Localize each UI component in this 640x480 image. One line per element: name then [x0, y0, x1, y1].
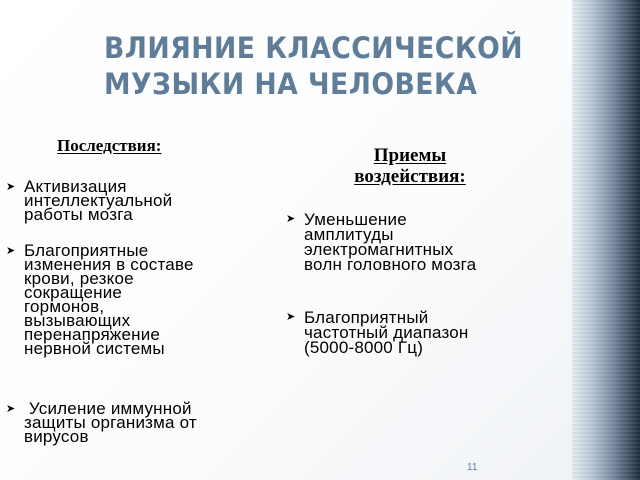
list-item-line: Активизация — [24, 177, 127, 196]
list-item-line: вызывающих — [24, 311, 131, 330]
left-bullet-list — [4, 177, 276, 446]
list-item-line: вирусов — [24, 427, 89, 446]
list-item-line: сокращение — [24, 283, 123, 302]
list-item — [4, 177, 276, 224]
list-item-line: Благоприятный — [304, 308, 429, 327]
list-item-line: крови, резкое — [24, 269, 134, 288]
right-bullet-list — [284, 212, 570, 355]
list-item-line: нервной системы — [24, 339, 165, 358]
right-column-heading-line: Приемы — [373, 145, 447, 166]
list-item-line: амплитуды — [304, 225, 394, 244]
list-item-line: волн головного мозга — [304, 255, 477, 274]
diamond-bullet-icon: ➤ — [6, 181, 16, 193]
slide-title — [104, 30, 524, 102]
list-item-line: Благоприятные — [24, 241, 149, 260]
left-column-heading: Последствия: — [57, 136, 162, 155]
right-column-heading — [340, 145, 480, 187]
diamond-bullet-icon: ➤ — [286, 311, 296, 323]
diamond-bullet-icon: ➤ — [6, 245, 16, 257]
right-column-heading-line: воздействия: — [354, 166, 466, 187]
list-item-line: частотный диапазон — [304, 323, 469, 342]
slide-title-line: ВЛИЯНИЕ КЛАССИЧЕСКОЙ — [104, 31, 524, 65]
slide-page-number: 11 — [467, 462, 478, 473]
decorative-side-band — [572, 0, 640, 480]
list-item-line: гормонов, — [24, 297, 105, 316]
list-item — [4, 399, 276, 446]
diamond-bullet-icon: ➤ — [6, 403, 16, 415]
list-item-line: (5000-8000 Гц) — [304, 338, 424, 357]
list-item-line: интеллектуальной — [24, 191, 173, 210]
list-item-line: защиты организма от — [24, 413, 197, 432]
list-item — [284, 310, 570, 355]
list-item-line: работы мозга — [24, 205, 133, 224]
slide-title-line: МУЗЫКИ НА ЧЕЛОВЕКА — [104, 67, 478, 101]
list-item-line: изменения в составе — [24, 255, 194, 274]
list-item — [4, 241, 276, 358]
list-item — [284, 212, 570, 272]
list-item-line: электромагнитных — [304, 240, 454, 259]
list-item-line: перенапряжение — [24, 325, 161, 344]
list-item-line: Усиление иммунной — [24, 399, 192, 418]
diamond-bullet-icon: ➤ — [286, 213, 296, 225]
list-item-line: Уменьшение — [304, 210, 407, 229]
